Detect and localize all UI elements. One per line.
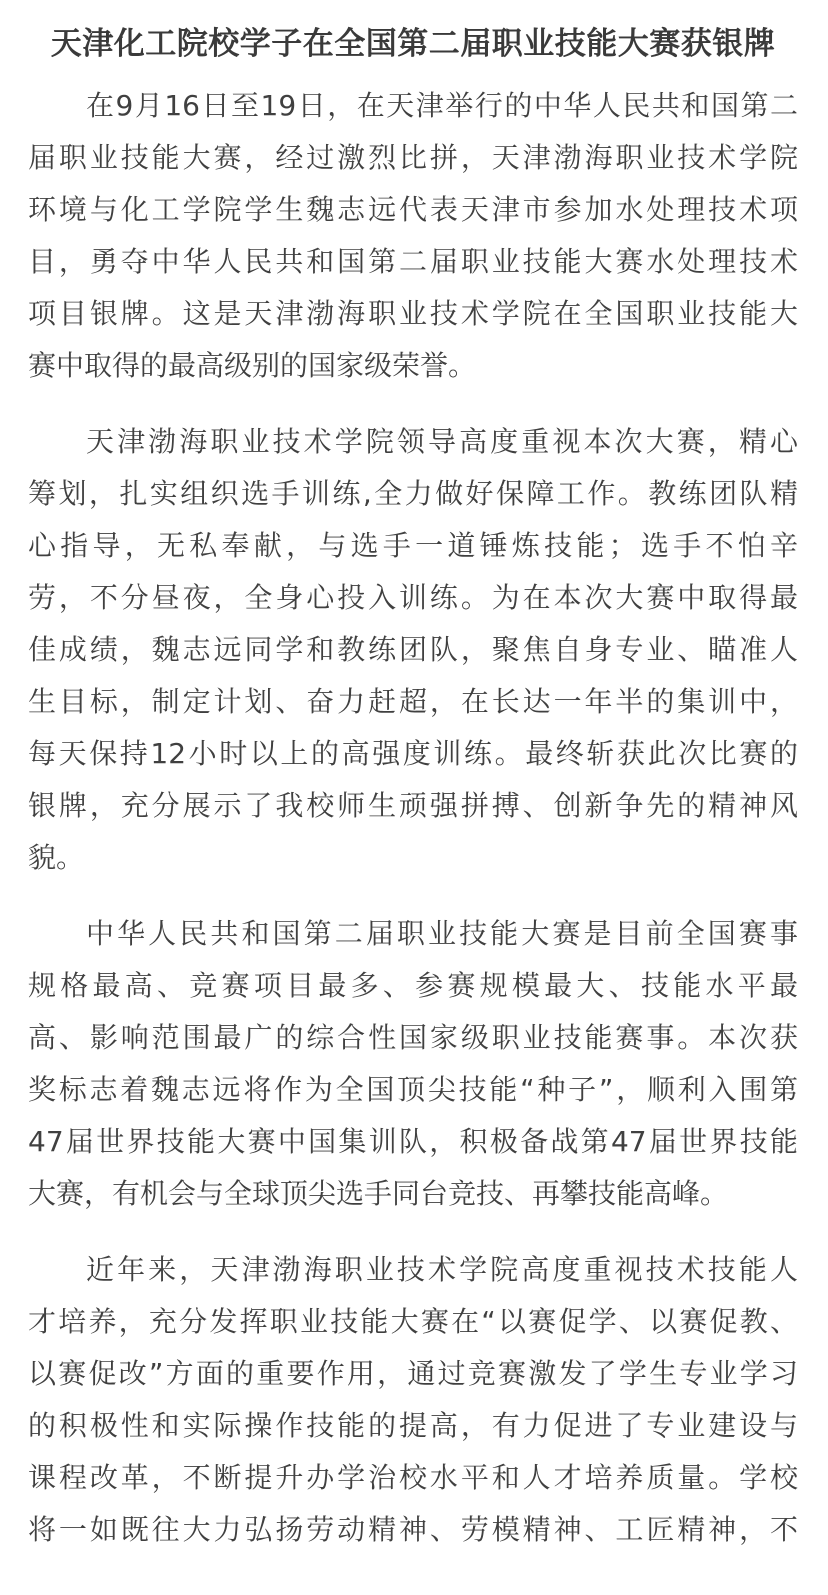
text-line: 大赛，有机会与全球顶尖选手同台竞技、再攀技能高峰。 <box>28 1177 729 1210</box>
text-line: 的积极性和实际操作技能的提高，有力促进了专业建设与 <box>28 1409 798 1442</box>
text-line: 47届世界技能大赛中国集训队，积极备战第47届世界技能 <box>28 1125 798 1158</box>
text-line: 貌。 <box>28 841 85 874</box>
text-line: 银牌，充分展示了我校师生顽强拼搏、创新争先的精神风 <box>28 789 798 822</box>
text-line: 心指导，无私奉献，与选手一道锤炼技能；选手不怕辛 <box>28 529 798 562</box>
article-page <box>0 26 828 1595</box>
text-line: 环境与化工学院学生魏志远代表天津市参加水处理技术项 <box>28 193 798 226</box>
paragraph <box>28 416 798 884</box>
text-line: 每天保持12小时以上的高强度训练。最终斩获此次比赛的 <box>28 737 798 770</box>
text-line: 在9月16日至19日，在天津举行的中华人民共和国第二 <box>86 89 798 122</box>
paragraph <box>28 908 798 1220</box>
text-line: 奖标志着魏志远将作为全国顶尖技能“种子”，顺利入围第 <box>28 1073 798 1106</box>
text-line: 中华人民共和国第二届职业技能大赛是目前全国赛事 <box>86 917 798 950</box>
text-line: 近年来，天津渤海职业技术学院高度重视技术技能人 <box>86 1253 798 1286</box>
text-line: 将一如既往大力弘扬劳动精神、劳模精神、工匠精神，不 <box>28 1513 798 1546</box>
article-title: 天津化工院校学子在全国第二届职业技能大赛获银牌 <box>50 26 776 62</box>
text-line: 筹划，扎实组织选手训练,全力做好保障工作。教练团队精 <box>28 477 798 510</box>
text-line: 以赛促改”方面的重要作用，通过竞赛激发了学生专业学习 <box>28 1357 798 1390</box>
text-line: 佳成绩，魏志远同学和教练团队，聚焦自身专业、瞄准人 <box>28 633 798 666</box>
text-line: 目，勇夺中华人民共和国第二届职业技能大赛水处理技术 <box>28 245 798 278</box>
paragraph <box>28 1244 798 1556</box>
text-line: 届职业技能大赛，经过激烈比拼，天津渤海职业技术学院 <box>28 141 798 174</box>
text-line: 项目银牌。这是天津渤海职业技术学院在全国职业技能大 <box>28 297 798 330</box>
article-body <box>28 80 798 1556</box>
text-line: 生目标，制定计划、奋力赶超，在长达一年半的集训中， <box>28 685 798 718</box>
text-line: 课程改革，不断提升办学治校水平和人才培养质量。学校 <box>28 1461 798 1494</box>
text-line: 劳，不分昼夜，全身心投入训练。为在本次大赛中取得最 <box>28 581 798 614</box>
text-line: 才培养，充分发挥职业技能大赛在“以赛促学、以赛促教、 <box>28 1305 798 1338</box>
paragraph <box>28 80 798 392</box>
text-line: 天津渤海职业技术学院领导高度重视本次大赛，精心 <box>86 425 798 458</box>
text-line: 赛中取得的最高级别的国家级荣誉。 <box>28 349 477 382</box>
text-line: 高、影响范围最广的综合性国家级职业技能赛事。本次获 <box>28 1021 798 1054</box>
text-line: 规格最高、竞赛项目最多、参赛规模最大、技能水平最 <box>28 969 798 1002</box>
